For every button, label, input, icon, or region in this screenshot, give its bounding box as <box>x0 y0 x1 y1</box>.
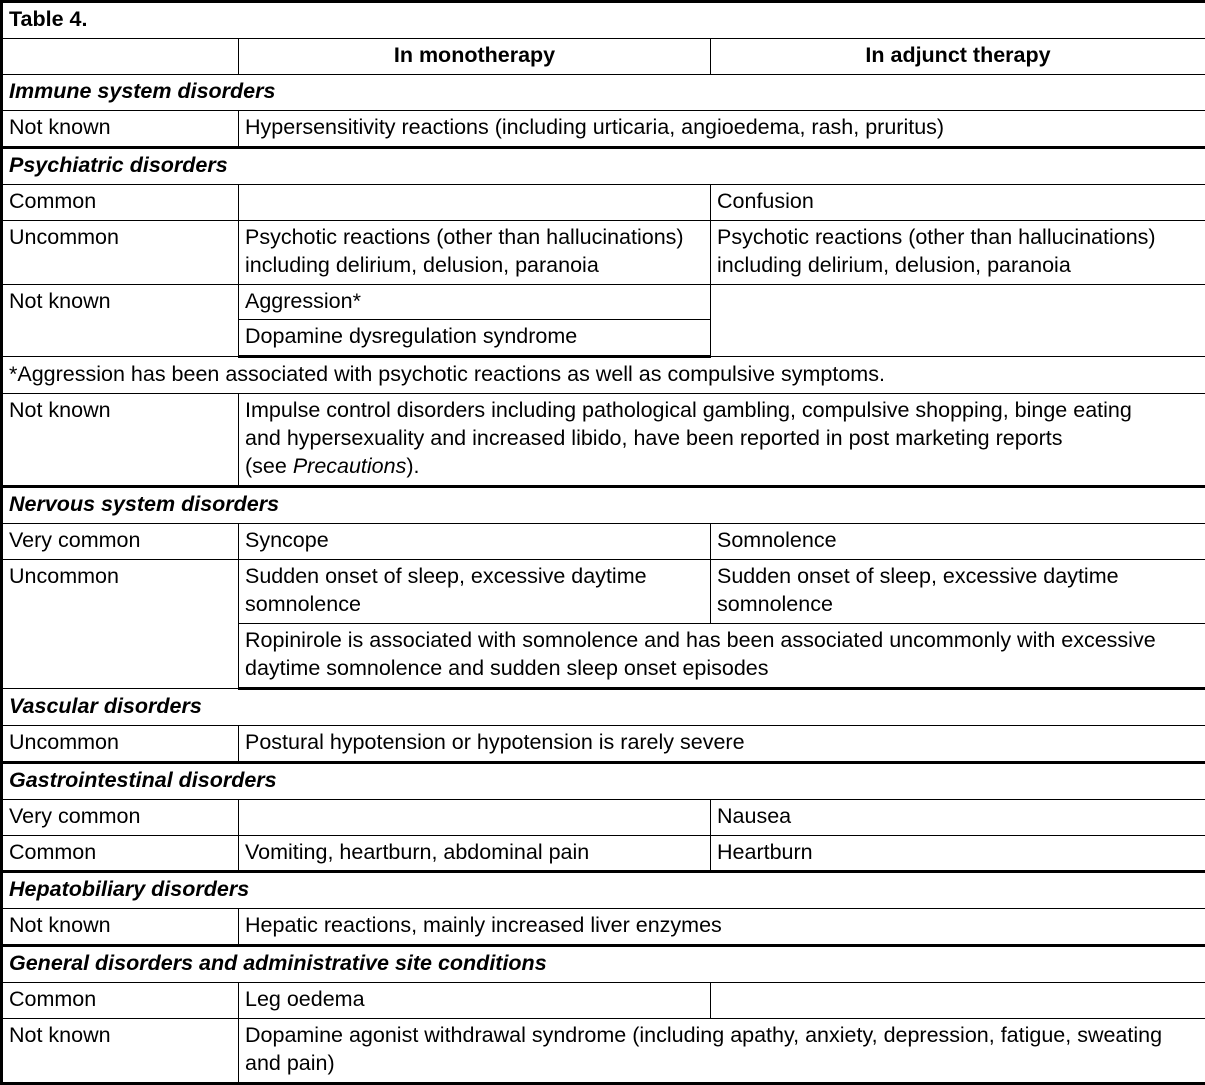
frequency-cell: Not known <box>2 1019 239 1084</box>
monotherapy-cell: Syncope <box>239 524 711 560</box>
ropinirole-note-cell: Ropinirole is associated with somnolence and has been associated uncommonly with excessive daytime somnolence and sudden sleep onset episodes <box>239 623 1205 688</box>
table-row <box>2 184 1205 220</box>
table-row <box>2 835 1205 872</box>
table-row <box>2 983 1205 1019</box>
table-body <box>2 2 1205 1084</box>
column-header-row <box>2 38 1205 74</box>
adjunct-cell <box>711 983 1205 1019</box>
adjunct-cell: Somnolence <box>711 524 1205 560</box>
section-heading-vascular: Vascular disorders <box>2 688 1205 725</box>
frequency-cell: Not known <box>2 909 239 946</box>
reaction-cell: Hypersensitivity reactions (including urticaria, angioedema, rash, pruritus) <box>239 110 1205 147</box>
adjunct-cell: Nausea <box>711 799 1205 835</box>
frequency-cell: Uncommon <box>2 725 239 762</box>
section-header-row <box>2 688 1205 725</box>
table-row <box>2 394 1205 487</box>
frequency-cell: Not known <box>2 284 239 357</box>
frequency-cell: Common <box>2 983 239 1019</box>
section-heading-hepatobiliary: Hepatobiliary disorders <box>2 872 1205 909</box>
monotherapy-cell: Aggression* <box>239 284 711 320</box>
section-heading-psychiatric: Psychiatric disorders <box>2 147 1205 184</box>
table-row <box>2 799 1205 835</box>
table-row <box>2 110 1205 147</box>
footnote-aggression: *Aggression has been associated with psychotic reactions as well as compulsive symptoms. <box>2 357 1205 394</box>
impulse-line-3-suffix: ). <box>406 454 419 478</box>
column-header-frequency <box>2 38 239 74</box>
frequency-cell: Very common <box>2 799 239 835</box>
monotherapy-cell: Vomiting, heartburn, abdominal pain <box>239 835 711 872</box>
adjunct-cell: Sudden onset of sleep, excessive daytime somnolence <box>711 560 1205 624</box>
section-header-row <box>2 487 1205 524</box>
impulse-line-3-prefix: (see <box>245 454 293 478</box>
table-row <box>2 909 1205 946</box>
section-heading-gastrointestinal: Gastrointestinal disorders <box>2 762 1205 799</box>
monotherapy-cell: Leg oedema <box>239 983 711 1019</box>
section-heading-general: General disorders and administrative site conditions <box>2 946 1205 983</box>
table-row <box>2 220 1205 284</box>
section-heading-nervous: Nervous system disorders <box>2 487 1205 524</box>
table-row <box>2 725 1205 762</box>
impulse-line-1: Impulse control disorders including pathological gambling, compulsive shopping, binge eating <box>245 398 1132 422</box>
frequency-cell: Common <box>2 184 239 220</box>
frequency-cell: Uncommon <box>2 560 239 689</box>
impulse-control-cell <box>239 394 1205 487</box>
frequency-cell: Very common <box>2 524 239 560</box>
frequency-cell: Not known <box>2 110 239 147</box>
monotherapy-cell: Psychotic reactions (other than hallucinations) including delirium, delusion, paranoia <box>239 220 711 284</box>
column-header-monotherapy: In monotherapy <box>239 38 711 74</box>
section-heading-immune: Immune system disorders <box>2 74 1205 110</box>
table-row <box>2 560 1205 624</box>
table-title: Table 4. <box>2 2 1205 39</box>
adjunct-cell: Heartburn <box>711 835 1205 872</box>
frequency-cell: Common <box>2 835 239 872</box>
adjunct-cell: Confusion <box>711 184 1205 220</box>
monotherapy-cell <box>239 184 711 220</box>
reaction-cell: Dopamine agonist withdrawal syndrome (including apathy, anxiety, depression, fatigue, sweating and pain) <box>239 1019 1205 1084</box>
section-header-row <box>2 762 1205 799</box>
reaction-cell: Postural hypotension or hypotension is rarely severe <box>239 725 1205 762</box>
section-header-row <box>2 946 1205 983</box>
monotherapy-cell: Dopamine dysregulation syndrome <box>239 320 711 357</box>
adjunct-cell <box>711 284 1205 357</box>
impulse-line-2: and hypersexuality and increased libido, have been reported in post marketing reports <box>245 426 1063 450</box>
frequency-cell: Uncommon <box>2 220 239 284</box>
monotherapy-cell <box>239 799 711 835</box>
footnote-row <box>2 357 1205 394</box>
table-row <box>2 1019 1205 1084</box>
table-title-row <box>2 2 1205 39</box>
table-row <box>2 284 1205 320</box>
section-header-row <box>2 74 1205 110</box>
section-header-row <box>2 872 1205 909</box>
precautions-reference: Precautions <box>293 454 407 478</box>
section-header-row <box>2 147 1205 184</box>
monotherapy-cell: Sudden onset of sleep, excessive daytime somnolence <box>239 560 711 624</box>
column-header-adjunct: In adjunct therapy <box>711 38 1205 74</box>
frequency-cell: Not known <box>2 394 239 487</box>
adjunct-cell: Psychotic reactions (other than hallucinations) including delirium, delusion, paranoia <box>711 220 1205 284</box>
table-row <box>2 524 1205 560</box>
reaction-cell: Hepatic reactions, mainly increased liver enzymes <box>239 909 1205 946</box>
